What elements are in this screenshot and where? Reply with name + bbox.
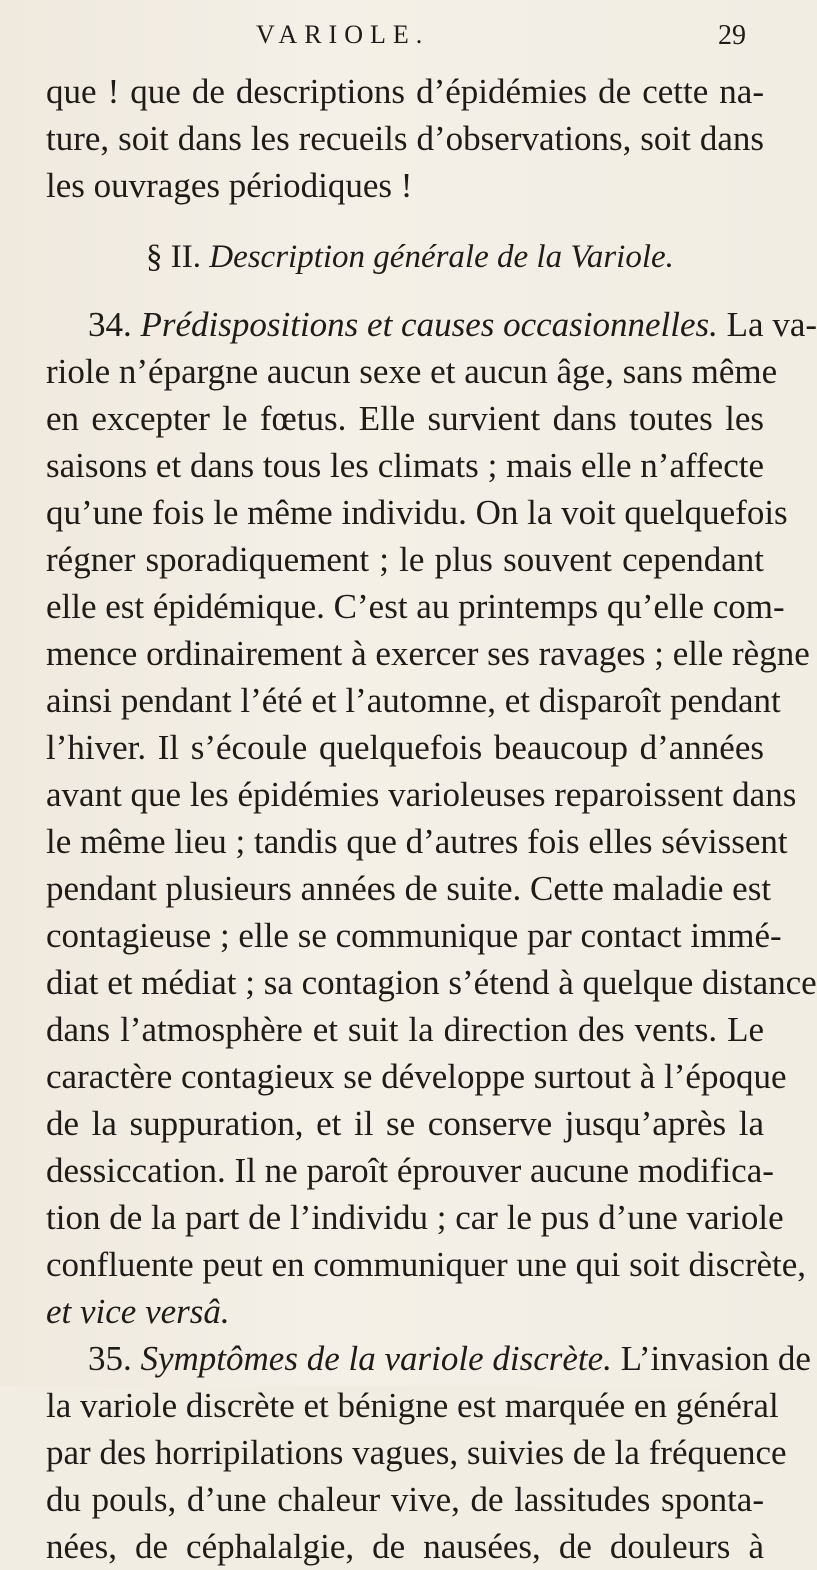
- text-line: tion de la part de l’individu ; car le pus d’une variole: [46, 1198, 784, 1237]
- paragraph-text: La va-: [726, 305, 817, 344]
- page-number: 29: [718, 20, 746, 51]
- paragraph-35-first-line: [46, 1335, 811, 1382]
- paragraph-number: 34.: [88, 305, 132, 344]
- paragraph-number: 35.: [88, 1339, 132, 1378]
- running-head: [46, 14, 746, 54]
- section-title: Description générale de la Variole.: [209, 239, 674, 275]
- text-line: caractère contagieux se développe surtout à l’époque: [46, 1057, 787, 1096]
- text-line: de la suppuration, et il se conserve jusqu’après la: [46, 1104, 764, 1143]
- text-line: l’hiver. Il s’écoule quelquefois beaucoup d’années: [46, 728, 764, 767]
- text-line: dans l’atmosphère et suit la direction des vents. Le: [46, 1010, 764, 1049]
- running-title: VARIOLE.: [256, 20, 430, 49]
- paragraph-text: L’invasion de: [620, 1339, 811, 1378]
- text-line: nées, de céphalalgie, de nausées, de douleurs à: [46, 1527, 764, 1566]
- text-line: que ! que de descriptions d’épidémies de cette na-: [46, 72, 764, 111]
- paragraph-title: Prédispositions et causes occasionnelles.: [140, 305, 718, 344]
- text-line: saisons et dans tous les climats ; mais elle n’affecte: [46, 446, 764, 485]
- text-line: riole n’épargne aucun sexe et aucun âge, sans même: [46, 352, 778, 391]
- paragraph-title: Symptômes de la variole discrète.: [140, 1339, 612, 1378]
- text-line: qu’une fois le même individu. On la voit quelquefois: [46, 493, 788, 532]
- text-line: les ouvrages périodiques !: [46, 166, 413, 205]
- section-heading: [46, 231, 764, 283]
- text-line: confluente peut en communiquer une qui soit discrète,: [46, 1245, 807, 1284]
- body-text: [46, 68, 817, 1570]
- text-line: du pouls, d’une chaleur vive, de lassitudes sponta-: [46, 1480, 764, 1519]
- text-line: en excepter le fœtus. Elle survient dans toutes les: [46, 399, 764, 438]
- text-line: par des horripilations vagues, suivies de la fréquence: [46, 1433, 787, 1472]
- section-mark: § II.: [146, 239, 201, 275]
- text-line: ainsi pendant l’été et l’automne, et disparoît pendant: [46, 681, 781, 720]
- text-line: pendant plusieurs années de suite. Cette maladie est: [46, 869, 772, 908]
- text-line: avant que les épidémies varioleuses reparoissent dans: [46, 775, 797, 814]
- text-line: contagieuse ; elle se communique par contact immé-: [46, 916, 782, 955]
- text-line: dessiccation. Il ne paroît éprouver aucune modifica-: [46, 1151, 774, 1190]
- text-line: la variole discrète et bénigne est marquée en général: [46, 1386, 779, 1425]
- text-line: mence ordinairement à exercer ses ravages ; elle règne: [46, 634, 810, 673]
- text-line: et vice versâ.: [46, 1292, 230, 1331]
- text-line: elle est épidémique. C’est au printemps qu’elle com-: [46, 587, 785, 626]
- text-line: ture, soit dans les recueils d’observations, soit dans: [46, 119, 764, 158]
- text-line: le même lieu ; tandis que d’autres fois elles sévissent: [46, 822, 788, 861]
- text-line: diat et médiat ; sa contagion s’étend à quelque distance: [46, 963, 817, 1002]
- text-line: régner sporadiquement ; le plus souvent cependant: [46, 540, 764, 579]
- paragraph-34-first-line: [46, 301, 817, 348]
